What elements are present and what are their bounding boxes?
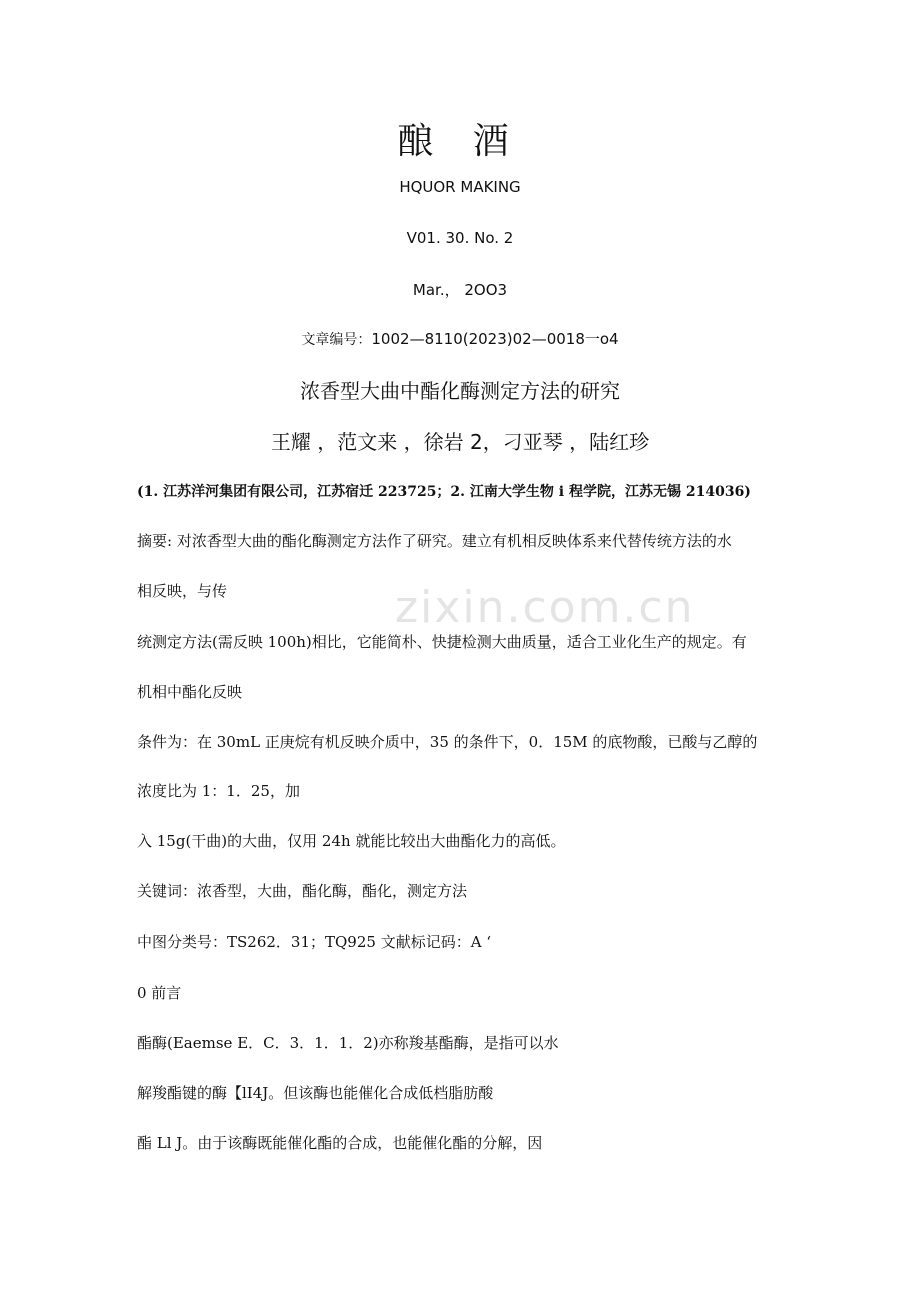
classification-line: 中图分类号：TS262．31；TQ925 文献标记码：A ‘: [137, 933, 492, 951]
abstract-line: 入 15g(干曲)的大曲，仅用 24h 就能比较出大曲酯化力的高低。: [137, 832, 566, 850]
abstract-line: 摘要: 对浓香型大曲的酯化酶测定方法作了研究。建立有机相反映体系来代替传统方法的水: [137, 532, 732, 550]
body-paragraph-line: 解羧酯键的酶【lI4J。但该酶也能催化合成低档脂肪酸: [137, 1084, 494, 1102]
article-number-value: 1002—8110(2023)02—0018一o4: [371, 330, 619, 348]
abstract-line: 统测定方法(需反映 100h)相比，它能简朴、快捷检测大曲质量，适合工业化生产的规定。有: [137, 633, 747, 651]
body-paragraph-line: 酯酶(Eaemse E．C．3．1．1．2)亦称羧基酯酶，是指可以水: [137, 1034, 559, 1052]
abstract-line: 机相中酯化反映: [137, 683, 243, 701]
paper-title: 浓香型大曲中酯化酶测定方法的研究: [300, 379, 620, 403]
volume-issue: V01. 30. No. 2: [406, 229, 514, 247]
abstract-line: 相反映，与传: [137, 582, 228, 600]
section-heading: 0 前言: [137, 984, 182, 1002]
abstract-line: 条件为：在 30mL 正庚烷有机反映介质中，35 的条件下，0．15M 的底物酸，已酸与乙醇的: [137, 733, 758, 751]
publication-date: Mar.， 2OO3: [412, 281, 508, 299]
watermark: zixin.com.cn: [395, 582, 695, 633]
body-paragraph-line: 酯 Ll J。由于该酶既能催化酯的合成，也能催化酯的分解，因: [137, 1134, 543, 1152]
article-number: [0, 328, 920, 349]
author-affiliation: (1. 江苏洋河集团有限公司，江苏宿迁 223725；2. 江南大学生物 i 程学院，江苏无锡 214036): [137, 484, 751, 500]
abstract-line: 浓度比为 1：1．25，加: [137, 782, 300, 800]
journal-english-title: HQUOR MAKING: [399, 178, 521, 196]
journal-title: 酿 酒: [397, 121, 523, 162]
keywords-line: 关键词：浓香型，大曲，酯化酶，酯化，测定方法: [137, 882, 468, 900]
paper-authors: 王耀 ，范文来 ，徐岩 2，刁亚琴 ，陆红珍: [270, 430, 650, 454]
article-number-label: 文章编号：: [301, 332, 372, 348]
